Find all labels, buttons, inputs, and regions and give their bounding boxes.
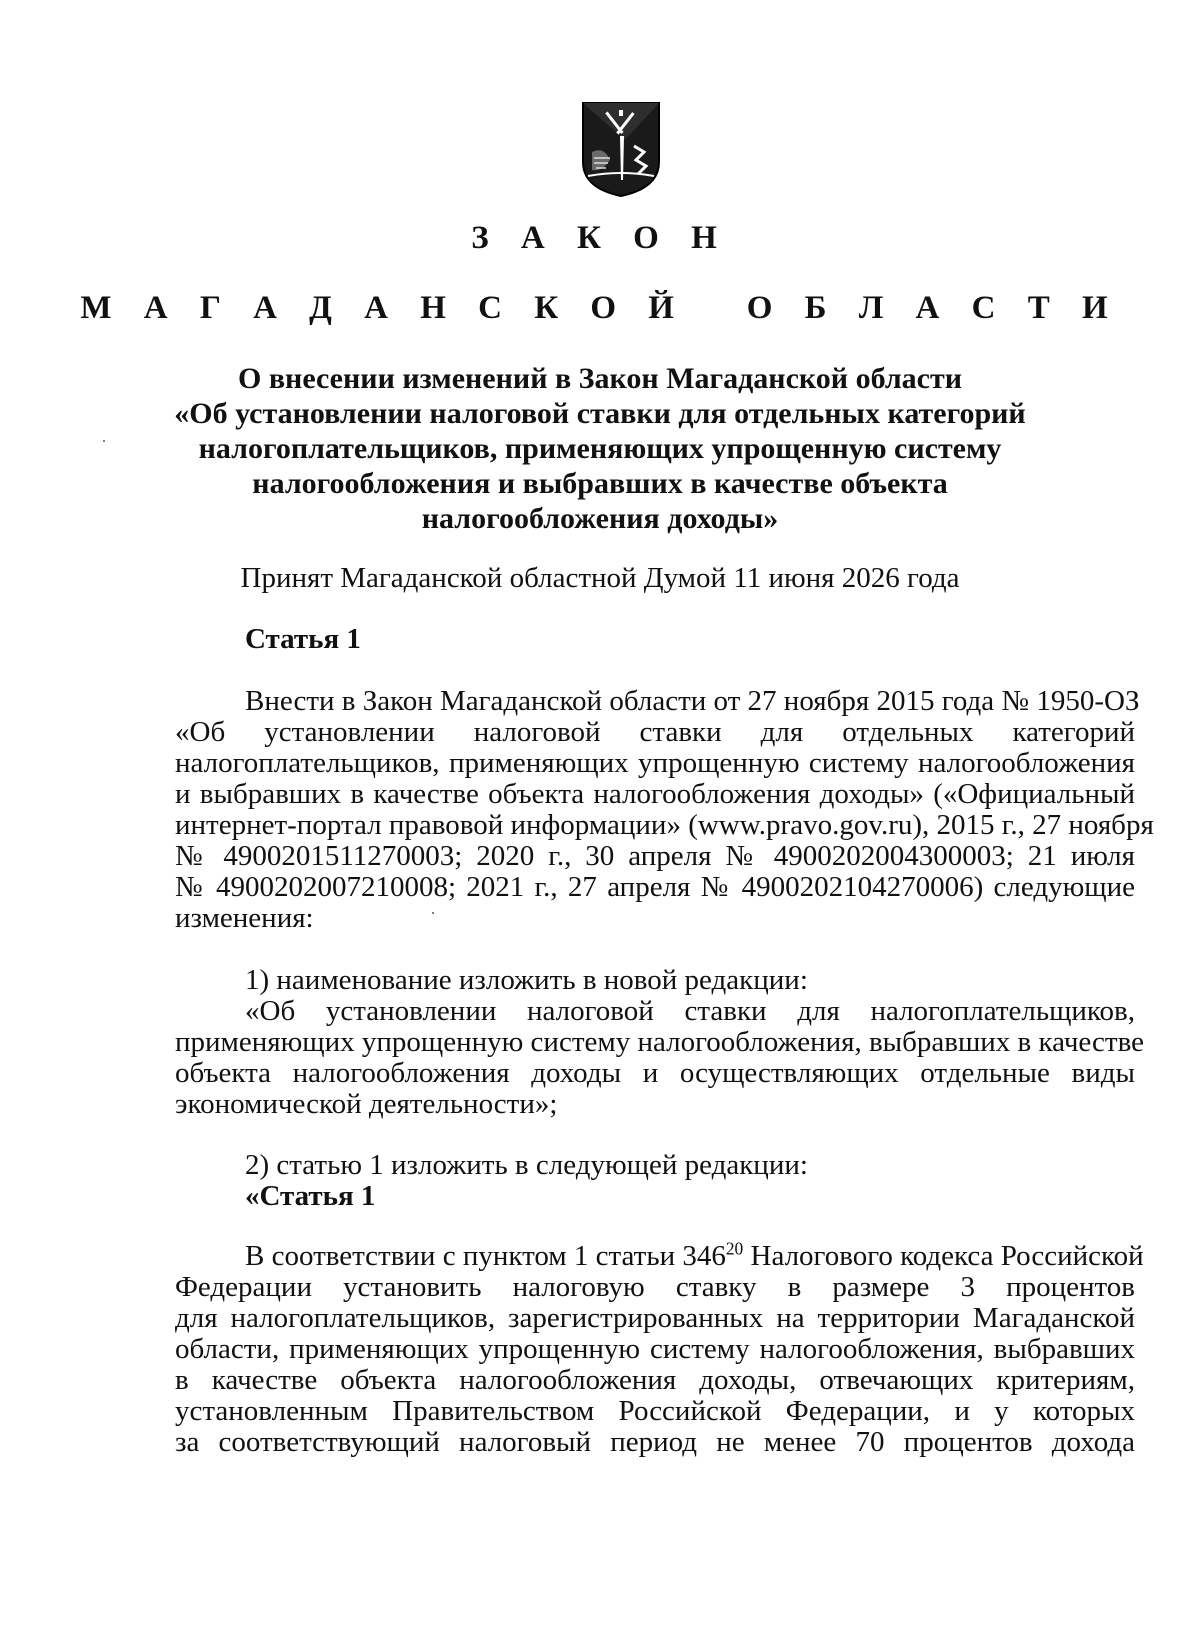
amendment-item-2: 2) статью 1 изложить в следующей редакции: [245, 1149, 808, 1181]
paragraph-line: в качестве объекта налогообложения доходы, отвечающих критериям, [175, 1364, 1135, 1396]
title-line: «Об установлении налоговой ставки для отдельных категорий [174, 397, 1026, 430]
paragraph-line: интернет-портал правовой информации» (www.pravo.gov.ru), 2015 г., 27 ноября [175, 809, 1154, 841]
paragraph-line: объекта налогообложения доходы и осуществляющих отдельные виды [175, 1057, 1135, 1089]
paragraph-line: области, применяющих упрощенную систему налогообложения, выбравших [175, 1333, 1135, 1365]
title-line: О внесении изменений в Закон Магаданской области [238, 362, 962, 395]
paragraph-line [245, 1238, 1144, 1272]
body-text: В соответствии с пунктом 1 статьи 346 [245, 1240, 726, 1272]
article-heading: Статья 1 [245, 623, 361, 655]
coat-of-arms-emblem [580, 100, 662, 198]
paragraph-line: Внести в Закон Магаданской области от 27 ноября 2015 года № 1950-ОЗ [245, 685, 1140, 717]
quoted-article-heading: «Статья 1 [245, 1180, 376, 1212]
article-number-superscript: 20 [725, 1238, 744, 1259]
document-type-heading: З А К О Н [471, 220, 729, 256]
paragraph-line: экономической деятельности»; [175, 1088, 558, 1120]
paragraph-line: № 4900201511270003; 2020 г., 30 апреля № 4900202004300003; 21 июля [175, 840, 1135, 872]
paragraph-line: для налогоплательщиков, зарегистрированных на территории Магаданской [175, 1302, 1135, 1334]
adoption-line: Принят Магаданской областной Думой 11 июня 2026 года [240, 562, 960, 594]
paragraph-line: «Об установлении налоговой ставки для отдельных категорий [175, 716, 1135, 748]
paragraph-line: и выбравших в качестве объекта налогообложения доходы» («Официальный [175, 778, 1135, 810]
title-line: налогообложения и выбравших в качестве объекта [252, 467, 948, 500]
paragraph-line: применяющих упрощенную систему налогообложения, выбравших в качестве [175, 1026, 1144, 1058]
paragraph-line: изменения: [175, 902, 314, 934]
region-heading: М А Г А Д А Н С К О Й О Б Л А С Т И [80, 290, 1120, 326]
paragraph-line: установленным Правительством Российской Федерации, и у которых [175, 1395, 1135, 1427]
title-line: налогообложения доходы» [421, 502, 779, 535]
paragraph-line: «Об установлении налоговой ставки для налогоплательщиков, [245, 995, 1135, 1027]
paragraph-line: № 4900202007210008; 2021 г., 27 апреля № 4900202104270006) следующие [175, 871, 1135, 903]
title-line: налогоплательщиков, применяющих упрощенную систему [198, 432, 1002, 465]
paragraph-line: налогоплательщиков, применяющих упрощенную систему налогообложения [175, 747, 1135, 779]
paragraph-line: Федерации установить налоговую ставку в размере 3 процентов [175, 1271, 1135, 1303]
amendment-item-1: 1) наименование изложить в новой редакции: [245, 964, 808, 996]
paragraph-line: за соответствующий налоговый период не менее 70 процентов дохода [175, 1426, 1135, 1458]
scan-speck [432, 912, 434, 914]
body-text: Налогового кодекса Российской [743, 1240, 1144, 1272]
